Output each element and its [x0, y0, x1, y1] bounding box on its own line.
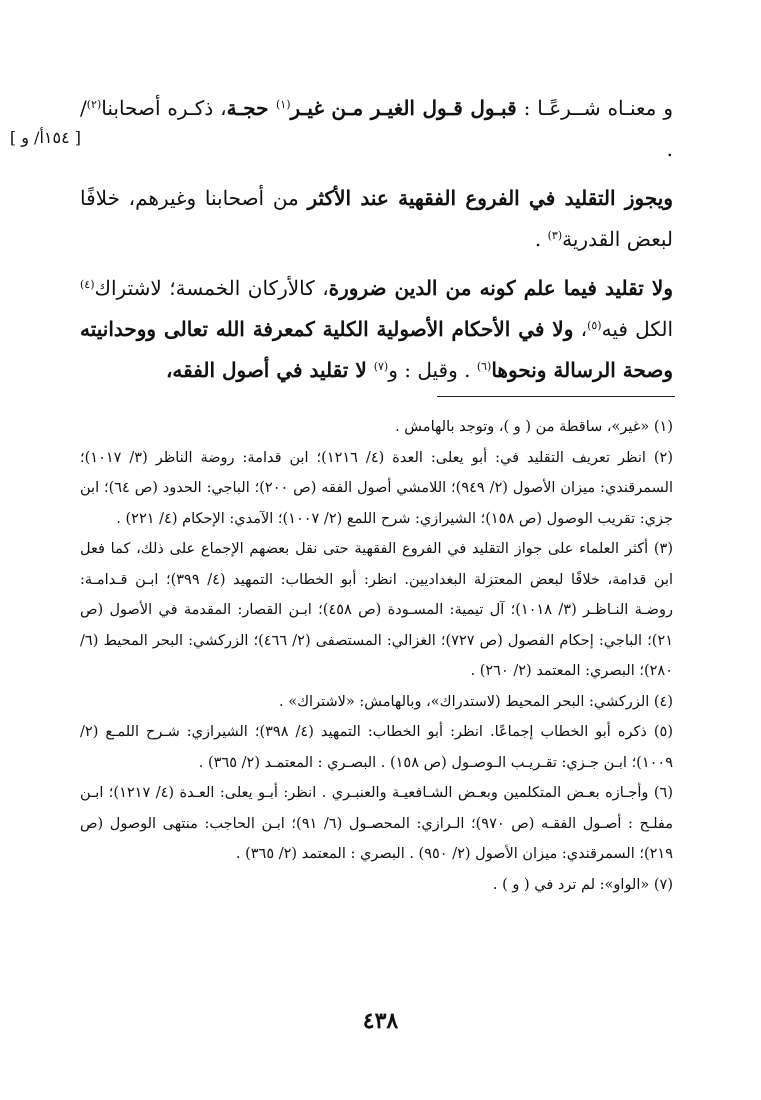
- matn-text: لا تقليد في أصول الفقه،: [165, 358, 374, 382]
- matn-text: ويجوز التقليد في الفروع الفقهية عند الأكثر: [307, 186, 673, 210]
- paragraph-taqlid-furu: [80, 178, 673, 260]
- commentary-text: .: [534, 227, 548, 251]
- commentary-text: ،: [573, 317, 588, 341]
- footnote-marker: (٣): [547, 229, 563, 242]
- paragraph-taqlid-definition: [80, 88, 673, 170]
- footnote-marker: (٥): [587, 319, 602, 332]
- footnote-marker: (٢): [86, 98, 102, 111]
- commentary-text: ، كالأركان الخمسة؛ لاشتراك: [94, 276, 329, 300]
- commentary-text: ، ذكـره أصحابنا: [101, 96, 227, 120]
- footnote-6: (٦) وأجـازه بعـض المتكلمين وبعـض الشـافعيـة والعنبـري . انظر: أبـو يعلى: العـدة (٤/ ١٢١٧)؛ ابـن مفلـح : أصـول الفقـه (ص ٩٧٠)؛ الـرازي: المحصـول (٦/ ٩١)؛ ابـن الحاجب: منتهى الوصول (ص ٢١٩)؛ السمرقندي: ميزان الأصول (٢/ ٩٥٠) . البصري : المعتمد (٢/ ٣٦٥) .: [80, 785, 674, 862]
- matn-text: ولا تقليد فيما علم كونه من الدين ضرورة: [328, 276, 673, 300]
- footnote-2: (٢) انظر تعريف التقليد في: أبو يعلى: العدة (٤/ ١٢١٦)؛ ابن قدامة: روضة الناظر (٣/ ١٠١٧)؛ السمرقندي: ميزان الأصول (٢/ ٩٤٩)؛ اللامشي أصول الفقه (ص ٢٠٠)؛ الباجي: الحدود (ص ٦٤)؛ ابن جزي: تقريب الوصول (ص ١٥٨)؛ الشيرازي: شرح اللمع (٢/ ١٠٠٧)؛ الآمدي: الإحكام (٤/ ٢٢١) .: [80, 449, 674, 527]
- footnote-divider: [437, 396, 675, 397]
- page-number: ٤٣٨: [362, 1008, 399, 1034]
- matn-text: ولا في الأحكام الأصولية الكلية كمعرفة الله تعالى ووحدانيته وصحة الرسالة ونحوها: [80, 317, 673, 382]
- commentary-text: من أصحابنا وغيرهم، خلافًا لبعض القدرية: [80, 186, 673, 251]
- commentary-text: و معنـاه شــرعًـا :: [516, 96, 673, 120]
- matn-text: حجـة: [226, 96, 276, 120]
- main-text: [80, 88, 673, 391]
- margin-folio-reference: [ ١٥٤أ/ و ]: [9, 128, 81, 147]
- footnote-3: (٣) أكثر العلماء على جواز التقليد في الفروع الفقهية حتى نقل بعضهم الإجماع على ذلك، كما فعل ابن قدامة، خلافًا لبعض المعتزلة البغداديين. انظر: أبو الخطاب: التمهيد (٤/ ٣٩٩)؛ ابـن قـدامـة: روضـة النـاظـر (٣/ ١٠١٨)؛ آل تيمية: المسـودة (ص ٤٥٨)؛ ابـن القصار: المقدمة في الأصول (ص ٢١)؛ الباجي: إحكام الفصول (ص ٧٢٧)؛ الغزالي: المستصفى (٢/ ٤٦٦)؛ الزركشي: البحر المحيط (٦/ ٢٨٠)؛ البصري: المعتمد (٢/ ٢٦٠) .: [80, 541, 674, 679]
- footnotes: [80, 412, 673, 900]
- matn-text: قبـول قـول الغيـر مـن غيـر: [290, 96, 517, 120]
- commentary-text: . وقيل : و: [388, 358, 477, 382]
- footnote-5: (٥) ذكره أبو الخطاب إجماعًا. انظر: أبو الخطاب: التمهيد (٤/ ٣٩٨)؛ الشيرازي: شـرح اللمـع (٢/ ١٠٠٩)؛ ابـن جـزي: تقـريـب الـوصـول (ص ١٥٨) . البصـري : المعتمـد (٢/ ٣٦٥) .: [80, 724, 673, 771]
- paragraph-no-taqlid-usul: [80, 268, 673, 391]
- footnote-marker: (٧): [373, 360, 389, 373]
- footnote-marker: (٤): [80, 278, 95, 291]
- footnote-marker: (١): [276, 98, 291, 111]
- footnote-4: (٤) الزركشي: البحر المحيط (لاستدراك»، وبالهامش: «لاشتراك» .: [279, 693, 673, 710]
- footnote-1: (١) «غير»، ساقطة من ( و )، وتوجد بالهامش .: [395, 419, 673, 435]
- commentary-text: الكل فيه: [601, 317, 673, 341]
- commentary-text: / .: [80, 96, 673, 161]
- footnote-marker: (٦): [476, 360, 492, 373]
- footnote-7: (٧) «الواو»: لم ترد في ( و ) .: [492, 876, 673, 893]
